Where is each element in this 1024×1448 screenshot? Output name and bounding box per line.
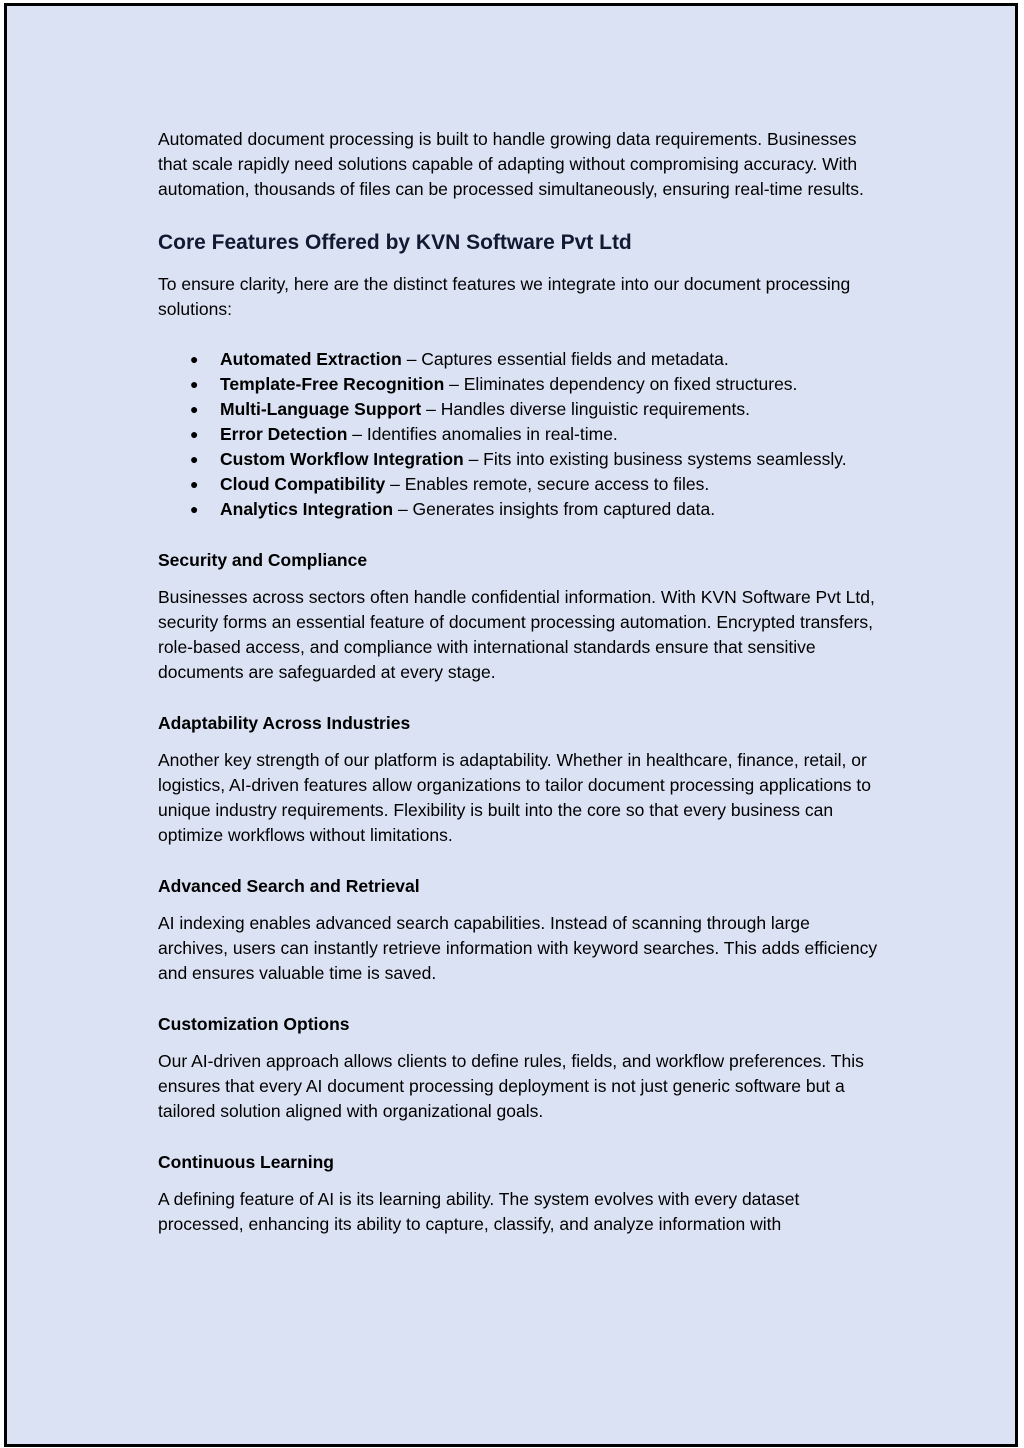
section-learning — [158, 1150, 878, 1237]
section-heading: Continuous Learning — [158, 1152, 334, 1172]
feature-description: – Captures essential fields and metadata. — [401, 349, 729, 369]
document-content — [158, 127, 878, 1263]
feature-description: – Enables remote, secure access to files. — [385, 474, 710, 494]
list-item — [190, 447, 878, 472]
list-item — [190, 347, 878, 372]
list-item — [190, 372, 878, 397]
section-heading: Adaptability Across Industries — [158, 713, 411, 733]
bullet-icon: ● — [190, 451, 199, 467]
section-search — [158, 874, 878, 986]
document-page — [4, 3, 1018, 1447]
list-item — [190, 497, 878, 522]
feature-description: – Eliminates dependency on fixed structures. — [444, 374, 798, 394]
feature-description: – Fits into existing business systems seamlessly. — [463, 449, 847, 469]
feature-description: – Generates insights from captured data. — [393, 499, 716, 519]
section-heading: Security and Compliance — [158, 550, 368, 570]
section-body: Businesses across sectors often handle confidential information. With KVN Software Pvt Ltd, security forms an essential feature of document processing automation. Encrypted transfers, role-based access, and compliance with international standards ensure that sensitive documents are safeguarded at every stage. — [158, 587, 875, 682]
feature-term: Cloud Compatibility — [220, 474, 386, 494]
section-security — [158, 548, 878, 685]
section-body: Our AI-driven approach allows clients to define rules, fields, and workflow preferences. This ensures that every AI document processing deployment is not just generic software but a tailored solution aligned with organizational goals. — [158, 1051, 864, 1121]
feature-term: Analytics Integration — [220, 499, 394, 519]
feature-term: Automated Extraction — [220, 349, 402, 369]
section-adaptability — [158, 711, 878, 848]
feature-description: – Identifies anomalies in real-time. — [347, 424, 618, 444]
feature-list — [158, 347, 878, 522]
section-body: A defining feature of AI is its learning ability. The system evolves with every dataset processed, enhancing its ability to capture, classify, and analyze information with — [158, 1189, 800, 1234]
list-item — [190, 472, 878, 497]
section-body: AI indexing enables advanced search capabilities. Instead of scanning through large archives, users can instantly retrieve information with keyword searches. This adds efficiency and ensures valuable time is saved. — [158, 913, 878, 983]
bullet-icon: ● — [190, 401, 199, 417]
bullet-icon: ● — [190, 351, 199, 367]
section-customization — [158, 1012, 878, 1124]
bullet-icon: ● — [190, 426, 199, 442]
feature-term: Template-Free Recognition — [220, 374, 445, 394]
list-item — [190, 422, 878, 447]
feature-term: Error Detection — [220, 424, 348, 444]
intro-paragraph: Automated document processing is built to handle growing data requirements. Businesses that scale rapidly need solutions capable of adapting without compromising accuracy. With automation, thousands of files can be processed simultaneously, ensuring real-time results. — [158, 129, 864, 199]
list-item — [190, 397, 878, 422]
core-features-lead: To ensure clarity, here are the distinct features we integrate into our document processing solutions: — [158, 274, 851, 319]
bullet-icon: ● — [190, 376, 199, 392]
feature-term: Custom Workflow Integration — [220, 449, 464, 469]
bullet-icon: ● — [190, 501, 199, 517]
feature-description: – Handles diverse linguistic requirements. — [421, 399, 751, 419]
bullet-icon: ● — [190, 476, 199, 492]
section-heading: Advanced Search and Retrieval — [158, 876, 420, 896]
feature-term: Multi-Language Support — [220, 399, 422, 419]
section-heading: Customization Options — [158, 1014, 350, 1034]
section-body: Another key strength of our platform is adaptability. Whether in healthcare, finance, retail, or logistics, AI-driven features allow organizations to tailor document processing applications to unique industry requirements. Flexibility is built into the core so that every business can optimize workflows without limitations. — [158, 750, 872, 845]
core-features-heading: Core Features Offered by KVN Software Pvt Ltd — [158, 231, 632, 254]
